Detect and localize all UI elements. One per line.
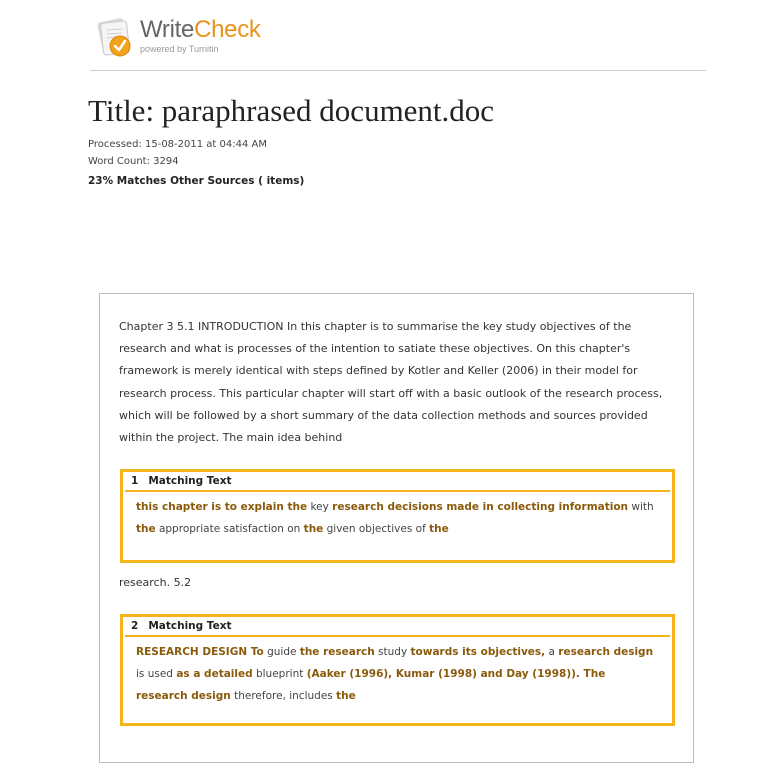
match-header xyxy=(125,617,670,637)
matched-segment: RESEARCH DESIGN To xyxy=(136,646,264,658)
unmatched-segment: guide xyxy=(263,646,300,658)
unmatched-segment: a xyxy=(545,646,559,658)
matched-segment: the xyxy=(303,523,324,536)
match-label: Matching Text xyxy=(148,620,232,632)
brand-name-check: Check xyxy=(194,16,261,43)
matched-segment: research decisions made in collecting information xyxy=(332,501,629,513)
header xyxy=(90,12,706,62)
header-divider xyxy=(90,70,706,71)
match-text xyxy=(123,637,672,708)
unmatched-segment: appropriate satisfaction on xyxy=(155,523,304,536)
word-count: Word Count: 3294 xyxy=(88,156,179,167)
match-number: 2 xyxy=(131,620,139,632)
unmatched-segment: blueprint xyxy=(252,668,307,681)
brand-tagline: powered by Turnitin xyxy=(140,44,219,54)
brand-name xyxy=(140,16,261,44)
matched-segment: research design xyxy=(558,646,654,658)
page-title: Title: paraphrased document.doc xyxy=(88,93,495,128)
matches-summary: 23% Matches Other Sources ( items) xyxy=(88,175,305,187)
match-text xyxy=(123,492,672,540)
match-box-2 xyxy=(120,614,675,726)
matched-segment: (Aaker (1996), Kumar (1998) and Day (1998)). The research design xyxy=(136,668,606,703)
brand-name-write: Write xyxy=(140,16,195,43)
matched-segment: towards its objectives, xyxy=(410,646,546,658)
document-paragraph: Chapter 3 5.1 INTRODUCTION In this chapter is to summarise the key study objectives of the research and what is processes of the intention to satiate these objectives. On this chapter's framework is merely identical with steps defined by Kotler and Keller (2006) in their model for research process. This particular chapter will start off with a basic outlook of the research process, which will be followed by a short summary of the data collection methods and sources provided within the project. The main idea behind xyxy=(119,320,663,445)
unmatched-segment: with xyxy=(628,501,654,513)
match-number: 1 xyxy=(131,475,139,487)
matched-segment: the research xyxy=(299,646,375,658)
match-label: Matching Text xyxy=(148,475,232,487)
unmatched-segment: is used xyxy=(136,668,177,681)
unmatched-segment: study xyxy=(374,646,411,658)
matched-segment: the xyxy=(136,523,156,536)
matched-segment: the xyxy=(336,690,356,703)
document-panel xyxy=(99,293,694,763)
document-paragraph: research. 5.2 xyxy=(119,576,192,589)
unmatched-segment: therefore, includes xyxy=(230,690,337,703)
processed-date: Processed: 15-08-2011 at 04:44 AM xyxy=(88,139,267,150)
writecheck-logo-icon xyxy=(92,14,134,60)
match-box-1 xyxy=(120,469,675,563)
unmatched-segment: given objectives of xyxy=(323,523,430,536)
matched-segment: the xyxy=(429,523,449,536)
matched-segment: as a detailed xyxy=(176,668,253,681)
matched-segment: this chapter is to explain the xyxy=(136,501,308,513)
unmatched-segment: key xyxy=(307,501,333,513)
match-header xyxy=(125,472,670,492)
